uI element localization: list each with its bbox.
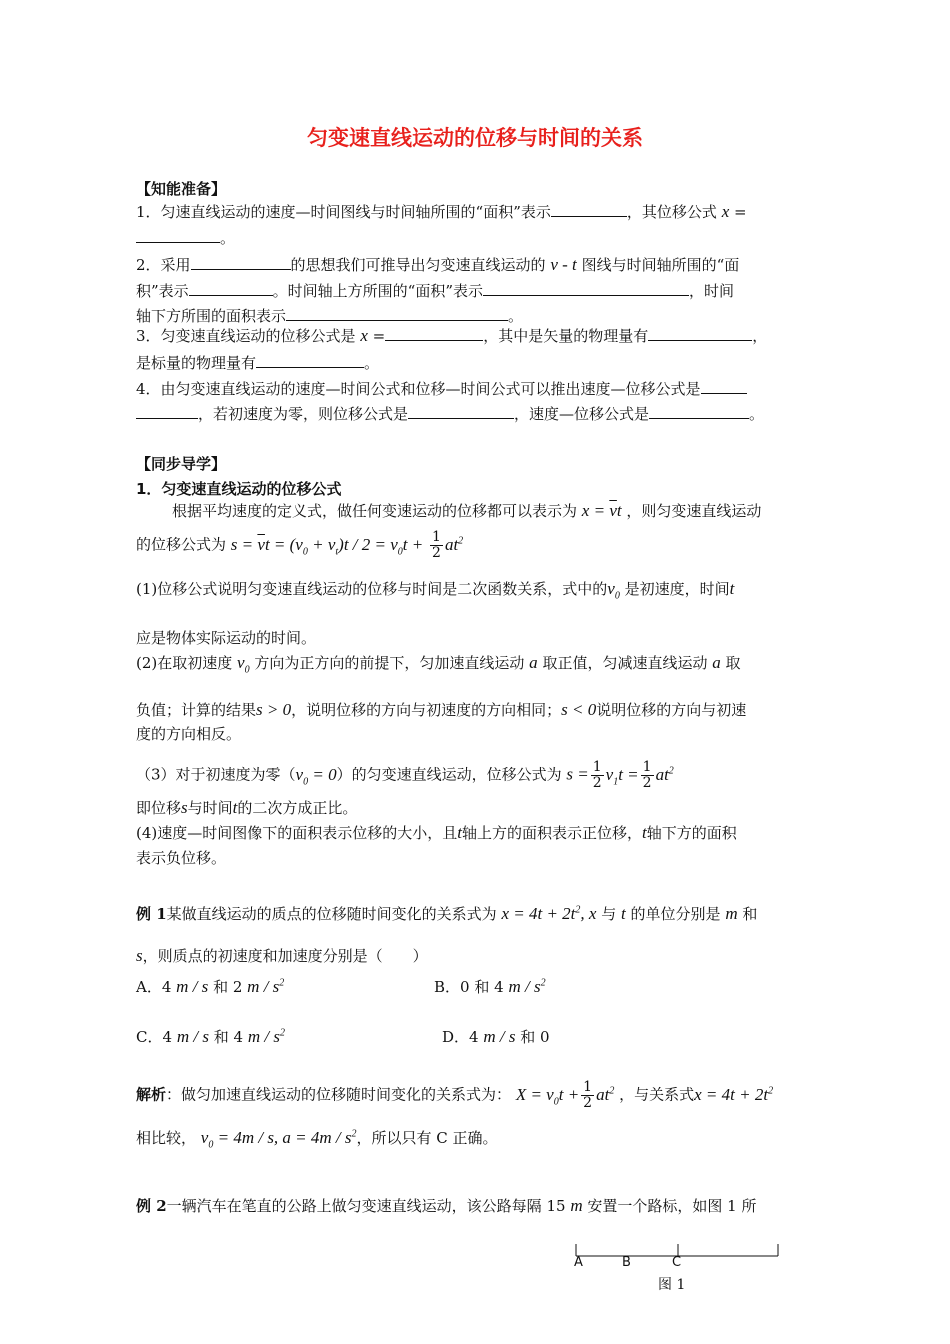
note2-line1: (2)在取初速度 $v_0$ 方向为正方向的前提下，匀加速直线运动 a 取正值，匀减速直线运动 a 取 (136, 653, 741, 676)
note1-line1: (1)位移公式说明匀变速直线运动的位移与时间是二次函数关系，式中的$v_0$ 是初速度，时间t (136, 579, 735, 602)
q3-line2: 是标量的物理量有 。 (136, 354, 380, 372)
q2-line2: 积”表示 。时间轴上方所围的“面积”表示 ，时间 (136, 282, 735, 300)
q1-line2: 。 (136, 227, 235, 248)
section-header-guide: 【同步导学】 (136, 455, 227, 473)
figure-label-c: C (672, 1255, 682, 1270)
p1-line2: 的位移公式为 $s = \overline{v}t = (v_0 + v_t)t / 2 = v_0t$ + $\frac{1}{2}$ $at^2$ (136, 529, 464, 561)
subheading-formula: 1．匀变速直线运动的位移公式 (136, 480, 342, 498)
option-b[interactable]: B．0 和 4 m / $s^2$ (434, 977, 546, 996)
option-c[interactable]: C．4 m / s 和 4 m / $s^2$ (136, 1027, 285, 1046)
figure-caption: 图 1 (658, 1277, 686, 1293)
option-d[interactable]: D．4 m / s 和 0 (442, 1027, 550, 1046)
note2-line3: 度的方向相反。 (136, 725, 242, 743)
page-title: 匀变速直线运动的位移与时间的关系 (307, 126, 643, 150)
q2-line1: 2．采用 的思想我们可推导出匀变速直线运动的 v - t 图线与时间轴所围的“面 (136, 255, 740, 274)
q4-line2: ，若初速度为零，则位移公式是 ，速度—位移公式是 。 (136, 403, 764, 424)
q1-line1: 1．匀速直线运动的速度—时间图线与时间轴所围的“面积”表示 ，其位移公式 x = (136, 202, 747, 221)
note1-line2: 应是物体实际运动的时间。 (136, 629, 317, 647)
note3-line1: （3）对于初速度为零$(v_0 = 0)$的匀变速直线运动，位移公式为 s = $\frac{1}{2}$ $v_1t$ = $\frac{1}{2}$ $at^2$ (136, 759, 674, 791)
q3-line1: 3．匀变速直线运动的位移公式是 x = ，其中是矢量的物理量有 ， (136, 326, 768, 345)
figure-label-a: A (574, 1255, 583, 1270)
option-a[interactable]: A．4 m / s 和 2 m / $s^2$ (136, 977, 285, 996)
example1-question-line2: s，则质点的初速度和加速度分别是（ ） (136, 946, 428, 965)
figure-label-b: B (622, 1255, 631, 1270)
note3-line2: 即位移s与时间t的二次方成正比。 (136, 798, 358, 817)
note2-line2: 负值；计算的结果s > 0，说明位移的方向与初速度的方向相同；s < 0说明位移的方向与初速 (136, 700, 747, 719)
q2-line3: 轴下方所围的面积表示 。 (136, 307, 524, 325)
p1-line1: 根据平均速度的定义式，做任何变速运动的位移都可以表示为 $x = \overline{v}t$ ，则匀变速直线运动 (172, 501, 762, 520)
example1-analysis: 解析：做匀加速直线运动的位移随时间变化的关系式为： $X = v_0t$ + $\frac{1}{2}$ $at^2$ ，与关系式$x = 4t + 2t^2$ (136, 1079, 774, 1111)
section-header-knowledge: 【知能准备】 (136, 180, 227, 198)
example1-question: 例 1某做直线运动的质点的位移随时间变化的关系式为 $x = 4t + 2t^2$, x 与 t 的单位分别是 m 和 (136, 904, 758, 923)
note4-line1: (4)速度—时间图像下的面积表示位移的大小，且t轴上方的面积表示正位移，t轴下方的面积 (136, 823, 737, 842)
example2-question: 例 2一辆汽车在笔直的公路上做匀变速直线运动，该公路每隔 15 m 安置一个路标，如图 1 所 (136, 1196, 757, 1215)
q4-line1: 4．由匀变速直线运动的速度—时间公式和位移—时间公式可以推出速度—位移公式是 (136, 378, 747, 399)
note4-line2: 表示负位移。 (136, 849, 227, 867)
example1-analysis-line2: 相比较， $v_0 = 4m / s$, $a = 4m / s^2$，所以只有 C 正确。 (136, 1128, 498, 1151)
